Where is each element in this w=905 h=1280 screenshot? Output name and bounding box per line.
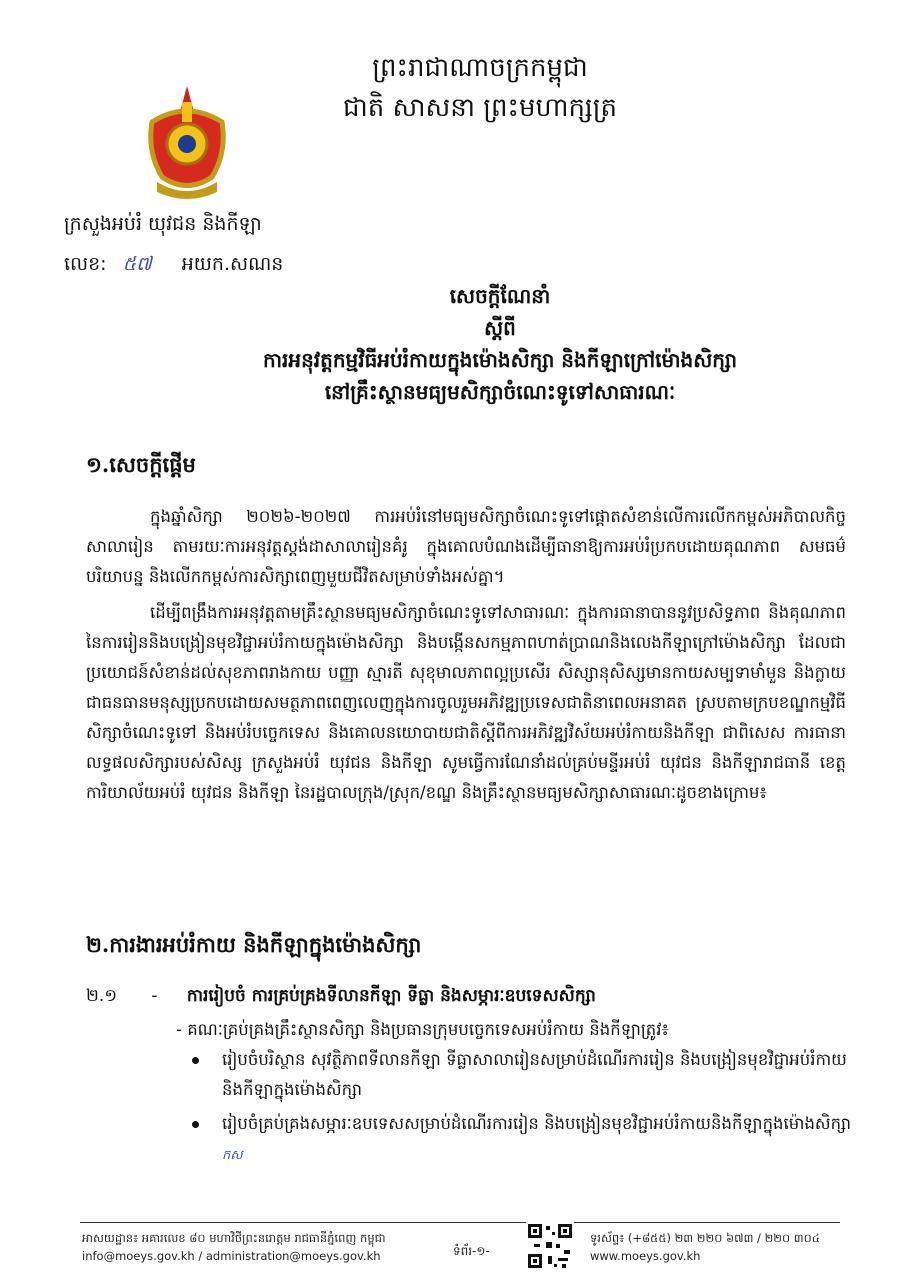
bullet-icon xyxy=(192,1057,199,1064)
dash-item: - គណៈគ្រប់គ្រងគ្រឹះស្ថានសិក្សា និងប្រធានក្រុមបច្ចេកទេសអប់រំកាយ និងកីឡាត្រូវ៖ xyxy=(176,1020,669,1039)
section-2-heading: ២.ការងារអប់រំកាយ និងកីឡាក្នុងម៉ោងសិក្សា xyxy=(86,932,422,957)
ministry-emblem-icon xyxy=(132,82,242,202)
footer-phone: ទូរស័ព្ទ៖ (+៨៥៥) ២៣ ២២០ ៦៧៣ / ២២០ ៣០៤ xyxy=(590,1231,820,1245)
qr-code-icon xyxy=(526,1222,574,1270)
document-titles xyxy=(150,280,850,408)
ref-label: លេខ: xyxy=(64,253,107,275)
footer-divider xyxy=(80,1222,840,1223)
footer-emails: info@moeys.gov.kh / administration@moeys.gov.kh xyxy=(82,1249,381,1263)
handwritten-initials: កស xyxy=(222,1148,243,1163)
list-item xyxy=(192,1045,852,1105)
letterhead-kingdom xyxy=(330,48,630,128)
title-line-2: ស្ដីពី xyxy=(484,316,516,340)
footer-website: www.moeys.gov.kh xyxy=(590,1249,701,1263)
footer-contact-right xyxy=(590,1229,820,1265)
ref-suffix: អយក.សណន xyxy=(181,253,284,275)
title-line-3: ការអនុវត្តកម្មវិធីអប់រំកាយក្នុងម៉ោងសិក្សា និងកីឡាក្រៅម៉ោងសិក្សា xyxy=(263,348,737,372)
page-number: ទំព័រ-១- xyxy=(453,1244,490,1258)
footer-address: អាសយដ្ឋាន៖ អគារលេខ ៨០ មហាវិថីព្រះនរោត្តម រាជធានីភ្នំពេញ កម្ពុជា xyxy=(82,1231,386,1245)
kingdom-title: ព្រះរាជាណាចក្រកម្ពុជា xyxy=(372,53,588,83)
bullet-icon xyxy=(192,1121,199,1128)
list-item xyxy=(192,1109,852,1171)
ministry-name: ក្រសួងអប់រំ យុវជន និងកីឡា xyxy=(64,213,262,235)
footer-contact-left xyxy=(82,1229,386,1265)
subsection-2-1 xyxy=(86,985,846,1010)
bullet-text: រៀបចំបរិស្ថាន សុវត្ថិភាពទីលានកីឡា ទីធ្លាសាលារៀនសម្រាប់ដំណើរការរៀន និងបង្រៀនមុខវិជ្ជាអប់រំកាយនិងកីឡាក្នុងម៉ោងសិក្សា xyxy=(222,1050,847,1099)
section-1-heading: ១.សេចក្ដីផ្ដើម xyxy=(86,452,196,477)
intro-paragraph-1: ក្នុងឆ្នាំសិក្សា ២០២៦-២០២៧ ការអប់រំនៅមធ្យមសិក្សាចំណេះទូទៅផ្ដោតសំខាន់លើការលើកកម្ពស់អភិបាលកិច្ចសាលារៀន តាមរយៈការអនុវត្តស្តង់ដាសាលារៀនគំរូ ក្នុងគោលបំណងដើម្បីធានាឱ្យការអប់រំប្រកបដោយគុណភាព សមធម៌ បរិយាបន្ន និងលើកកម្ពស់ការសិក្សាពេញមួយជីវិតសម្រាប់ទាំងអស់គ្នា។ xyxy=(86,507,846,586)
subsection-number: ២.១ xyxy=(86,986,118,1006)
subsection-dash: - xyxy=(151,986,158,1006)
intro-paragraph-2: ដើម្បីពង្រឹងការអនុវត្តតាមគ្រឹះស្ថានមធ្យមសិក្សាចំណេះទូទៅសាធារណៈ ក្នុងការធានាបាននូវប្រសិទ្ធភាព និងគុណភាពនៃការរៀននិងបង្រៀនមុខវិជ្ជាអប់រំកាយក្នុងម៉ោងសិក្សា និងបង្កើនសកម្មភាពហាត់ប្រាណនិងលេងកីឡាក្រៅម៉ោងសិក្សា ដែលជាប្រយោជន៍សំខាន់ដល់សុខភាពរាងកាយ បញ្ញា ស្មារតី សុខុមាលភាពល្អប្រសើរ សិស្សានុសិស្សមានកាយសម្បទាមាំមួន និងក្លាយជាធនធានមនុស្សប្រកបដោយសមត្ថភាពពេញលេញក្នុងការចូលរួមអភិវឌ្ឍប្រទេសជាតិនាពេលអនាគត ស្របតាមក្របខណ្ឌកម្មវិធីសិក្សាចំណេះទូទៅ និងអប់រំបច្ចេកទេស និងគោលនយោបាយជាតិស្ដីពីការអភិវឌ្ឍវិស័យអប់រំកាយនិងកីឡា ជាពិសេស ការធានាលទ្ធផលសិក្សារបស់សិស្ស ក្រសួងអប់រំ យុវជន និងកីឡា សូមធ្វើការណែនាំដល់គ្រប់មន្ទីរអប់រំ យុវជន និងកីឡារាជធានី ខេត្ត ការិយាល័យអប់រំ យុវជន និងកីឡា នៃរដ្ឋបាលក្រុង/ស្រុក/ខណ្ឌ និងគ្រឹះស្ថានមធ្យមសិក្សាសាធារណៈដូចខាងក្រោម៖ xyxy=(86,603,846,802)
bullet-list xyxy=(192,1045,852,1175)
national-motto: ជាតិ សាសនា ព្រះមហាក្សត្រ xyxy=(343,93,617,123)
title-line-1: សេចក្ដីណែនាំ xyxy=(449,284,551,308)
ref-number: ៥៧ xyxy=(122,253,152,275)
bullet-text: រៀបចំគ្រប់គ្រងសម្ភារៈឧបទេសសម្រាប់ដំណើរការរៀន និងបង្រៀនមុខវិជ្ជាអប់រំកាយនិងកីឡាក្នុងម៉ោងសិក្សា xyxy=(222,1114,852,1133)
subsection-label: ការរៀបចំ ការគ្រប់គ្រងទីលានកីឡា ទីធ្លា និងសម្ភារៈឧបទេសសិក្សា xyxy=(186,986,596,1006)
reference-line xyxy=(64,252,283,280)
title-line-4: នៅគ្រឹះស្ថានមធ្យមសិក្សាចំណេះទូទៅសាធារណៈ xyxy=(324,380,676,404)
